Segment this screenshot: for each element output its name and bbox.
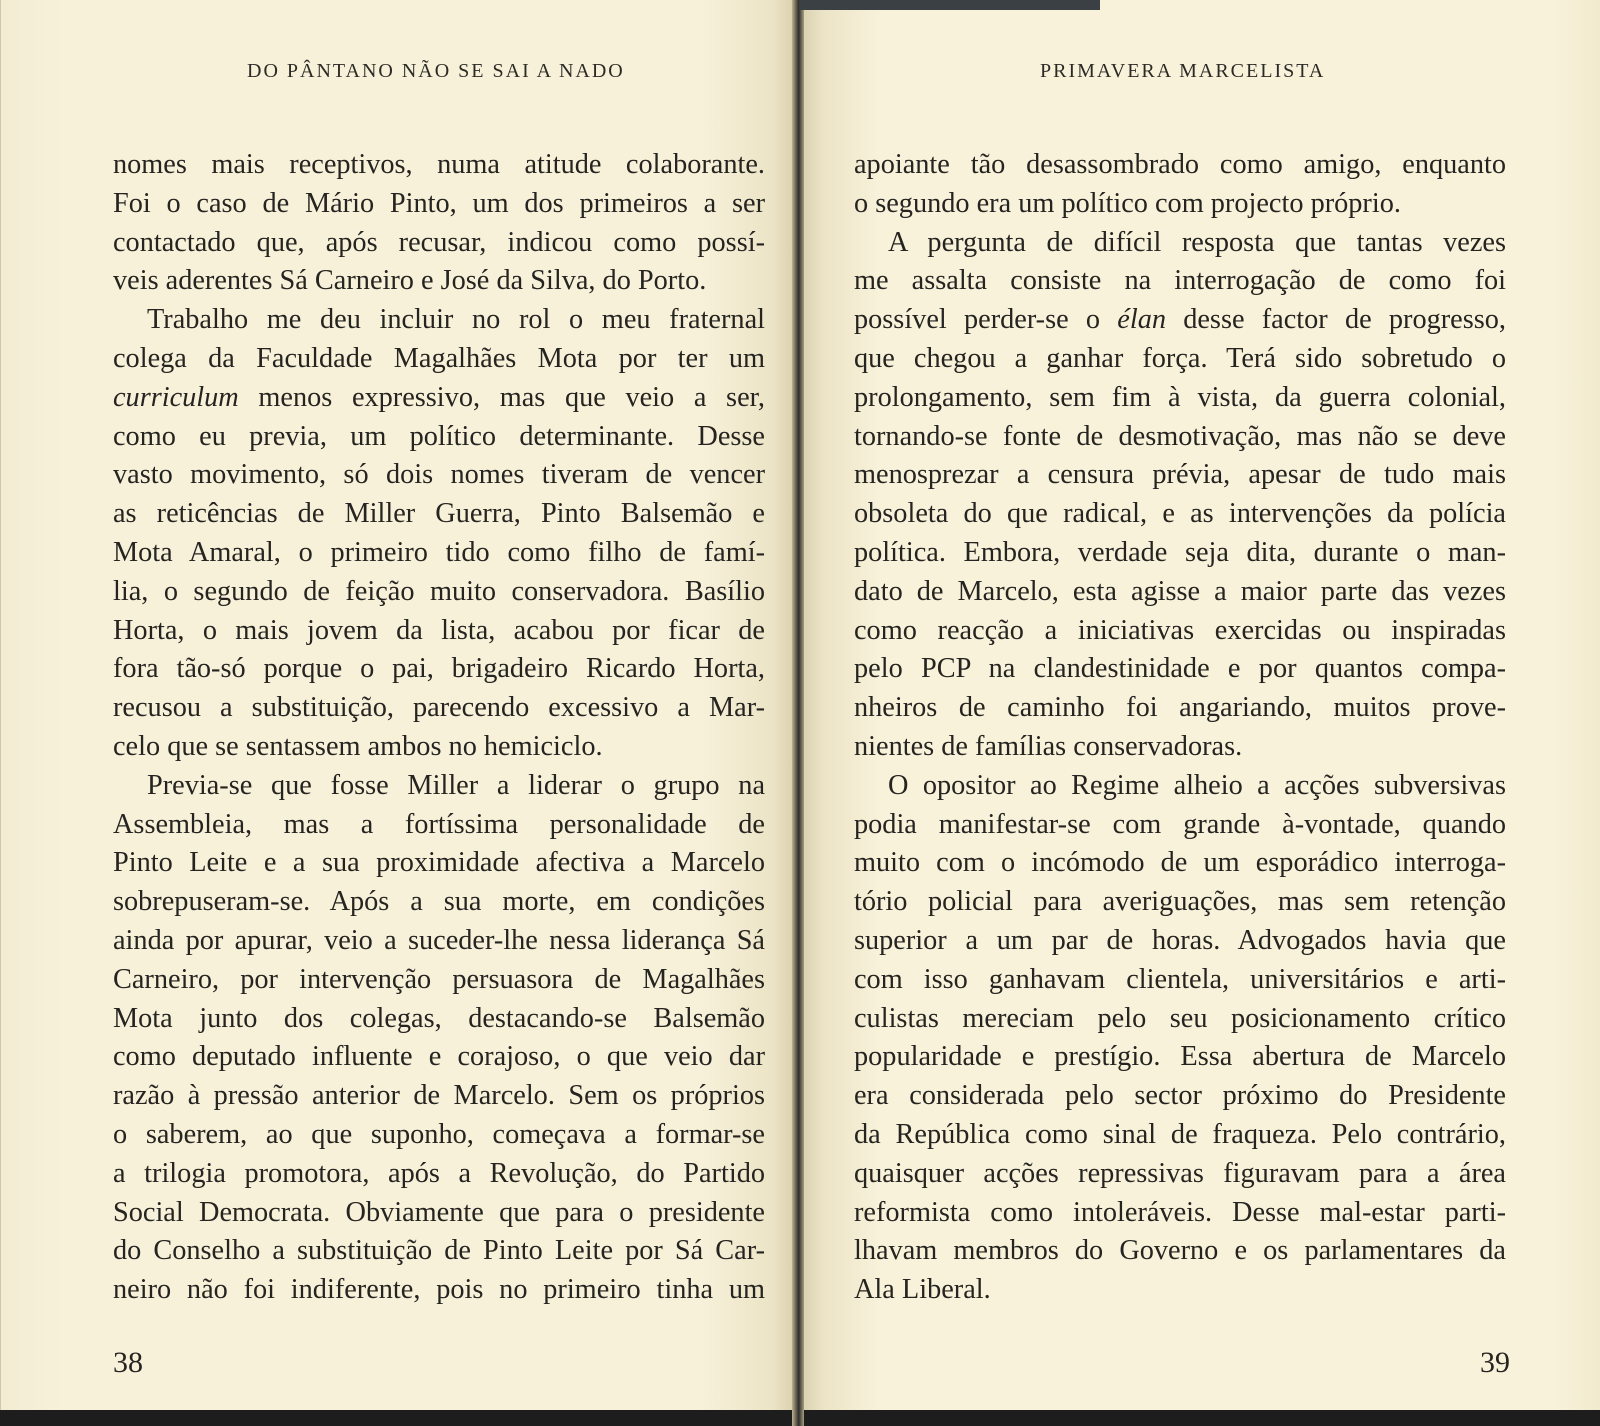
text-line: me assalta consiste na interrogação de como foi (854, 265, 1506, 297)
text-line: vasto movimento, só dois nomes tiveram de vencer (113, 459, 765, 491)
page-number-left: 38 (113, 1346, 143, 1379)
running-head-right: PRIMAVERA MARCELISTA (1040, 60, 1326, 82)
text-line: podia manifestar-se com grande à-vontade, quando (854, 808, 1506, 840)
text-line: da República como sinal de fraqueza. Pelo contrário, (854, 1118, 1506, 1150)
text-line: recusou a substituição, parecendo excessivo a Mar- (113, 692, 765, 724)
text-line: veis aderentes Sá Carneiro e José da Silva, do Porto. (113, 265, 707, 297)
text-line: política. Embora, verdade seja dita, durante o man- (854, 536, 1506, 568)
text-line: Pinto Leite e a sua proximidade afectiva a Marcelo (113, 847, 765, 879)
text-line: Ala Liberal. (854, 1274, 991, 1306)
text-line: Carneiro, por intervenção persuasora de Magalhães (113, 963, 765, 995)
text-line: nomes mais receptivos, numa atitude colaborante. (113, 149, 765, 180)
text-line: que chegou a ganhar força. Terá sido sobretudo o (854, 342, 1506, 374)
text-line: fora tão-só porque o pai, brigadeiro Ricardo Horta, (113, 653, 765, 685)
text-line: tório policial para averiguações, mas sem retenção (854, 886, 1506, 918)
text-line: prolongamento, sem fim à vista, da guerra colonial, (854, 381, 1506, 413)
text-line: ainda por apurar, veio a suceder-lhe nessa liderança Sá (113, 924, 765, 956)
text-line: muito com o incómodo de um esporádico interroga- (854, 847, 1506, 879)
italic-term: élan (1117, 304, 1166, 336)
text-line: apoiante tão desassombrado como amigo, enquanto (854, 149, 1506, 180)
text-line: Trabalho me deu incluir no rol o meu fraternal (147, 304, 765, 336)
left-page-text (113, 146, 765, 1310)
text-line-italic-word: possível perder-se o élan desse factor de progresso, (854, 304, 1506, 336)
text-line: Foi o caso de Mário Pinto, um dos primeiros a ser (113, 187, 765, 219)
text-line: do Conselho a substituição de Pinto Leite por Sá Car- (113, 1235, 765, 1267)
text-line: como reacção a iniciativas exercidas ou inspiradas (854, 614, 1506, 646)
text-line: O opositor ao Regime alheio a acções subversivas (888, 769, 1506, 801)
text-line: menosprezar a censura prévia, apesar de tudo mais (854, 459, 1506, 491)
left-page (0, 0, 796, 1410)
text-line: popularidade e prestígio. Essa abertura de Marcelo (854, 1041, 1506, 1073)
text-line: quaisquer acções repressivas figuravam para a área (854, 1157, 1506, 1189)
text-line: sobrepuseram-se. Após a sua morte, em condições (113, 886, 765, 918)
right-page (800, 0, 1600, 1410)
book-gutter (792, 0, 804, 1426)
text-line: obsoleta do que radical, e as intervenções da polícia (854, 498, 1506, 530)
text-line: razão à pressão anterior de Marcelo. Sem os próprios (113, 1080, 765, 1112)
text-line: Horta, o mais jovem da lista, acabou por ficar de (113, 614, 765, 646)
text-line-italic-word: curriculum menos expressivo, mas que veio a ser, (113, 381, 765, 413)
text-line: tornando-se fonte de desmotivação, mas não se deve (854, 420, 1506, 452)
right-page-text (854, 146, 1506, 1310)
text-line: contactado que, após recusar, indicou como possí- (113, 226, 765, 258)
text-line: Mota junto dos colegas, destacando-se Balsemão (113, 1002, 765, 1034)
text-line: dato de Marcelo, esta agisse a maior parte das vezes (854, 575, 1506, 607)
text-line: Previa-se que fosse Miller a liderar o grupo na (147, 769, 765, 801)
text-line: Assembleia, mas a fortíssima personalidade de (113, 808, 765, 840)
text-line: culistas mereciam pelo seu posicionamento crítico (854, 1002, 1506, 1034)
text-line: como deputado influente e corajoso, o que veio dar (113, 1041, 765, 1073)
text-line: lia, o segundo de feição muito conservadora. Basílio (113, 575, 765, 607)
text-line: o segundo era um político com projecto próprio. (854, 187, 1401, 219)
text-line: Mota Amaral, o primeiro tido como filho de famí- (113, 536, 765, 568)
top-edge-shadow (800, 0, 1100, 10)
text-line: era considerada pelo sector próximo do Presidente (854, 1080, 1506, 1112)
text-line: pelo PCP na clandestinidade e por quantos compa- (854, 653, 1506, 685)
running-head-left: DO PÂNTANO NÃO SE SAI A NADO (247, 60, 625, 82)
text-line: lhavam membros do Governo e os parlamentares da (854, 1235, 1506, 1267)
text-line: neiro não foi indiferente, pois no primeiro tinha um (113, 1274, 765, 1306)
text-line: a trilogia promotora, após a Revolução, do Partido (113, 1157, 765, 1189)
text-line: o saberem, ao que suponho, começava a formar-se (113, 1118, 765, 1150)
text-line: como eu previa, um político determinante. Desse (113, 420, 765, 452)
text-line: as reticências de Miller Guerra, Pinto Balsemão e (113, 498, 765, 530)
text-line: reformista como intoleráveis. Desse mal-estar parti- (854, 1196, 1506, 1228)
text-line: superior a um par de horas. Advogados havia que (854, 924, 1506, 956)
italic-term: curriculum (113, 381, 239, 413)
text-line: A pergunta de difícil resposta que tantas vezes (888, 226, 1506, 258)
text-line: celo que se sentassem ambos no hemiciclo. (113, 730, 603, 762)
text-line: nheiros de caminho foi angariando, muitos prove- (854, 692, 1506, 724)
text-line: nientes de famílias conservadoras. (854, 730, 1243, 762)
page-number-right: 39 (1480, 1346, 1510, 1379)
text-line: Social Democrata. Obviamente que para o presidente (113, 1196, 765, 1228)
text-line: colega da Faculdade Magalhães Mota por ter um (113, 342, 765, 374)
text-line: com isso ganhavam clientela, universitários e arti- (854, 963, 1506, 995)
